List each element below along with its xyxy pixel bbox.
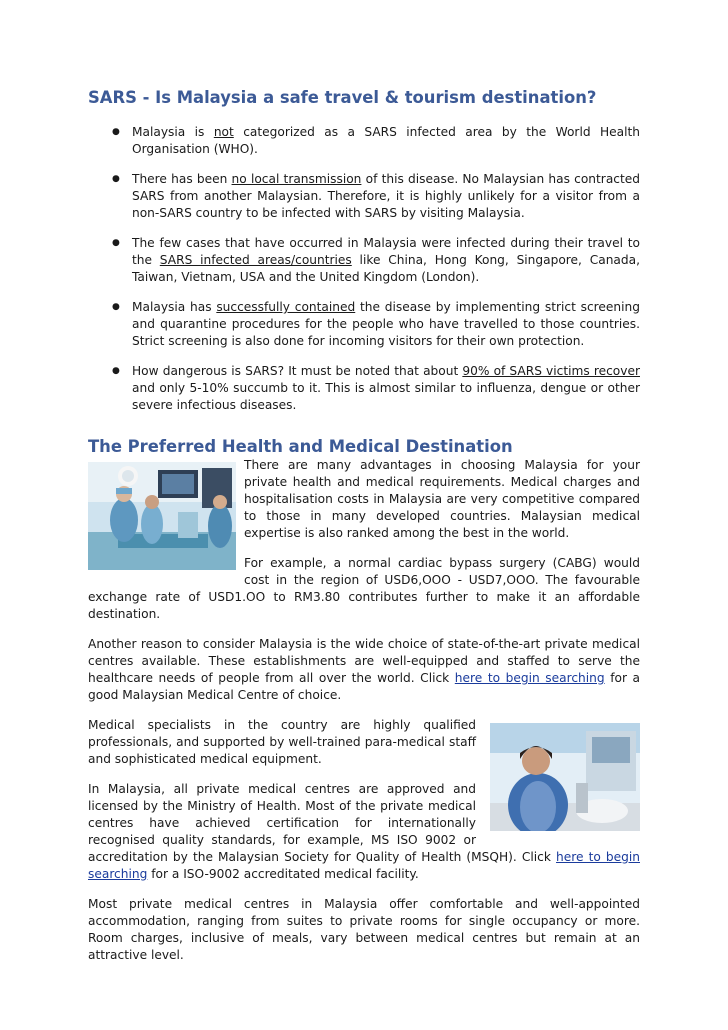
sars-heading: SARS - Is Malaysia a safe travel & tourism destination? bbox=[88, 88, 597, 107]
choice-paragraph: Another reason to consider Malaysia is the wide choice of state-of-the-art private medical centres available. These establishments are well-equipped and staffed to serve the healthcare needs of people from all over the world. Click here to begin searching for a good Malaysian Medical Centre of choice. bbox=[88, 637, 640, 702]
search-iso-link[interactable]: here to begin searching bbox=[88, 850, 640, 881]
nurse-photo bbox=[490, 723, 640, 831]
accommodation-paragraph: Most private medical centres in Malaysia offer comfortable and well-appointed accommodation, ranging from suites to private rooms for single occupancy or more. Room charges, inclusive of meals, vary between medical centres but remain at an attractive level. bbox=[88, 897, 640, 962]
list-item: ● Malaysia has successfully contained the disease by implementing strict screening and quarantine procedures for the people who have travelled to those countries. Strict screening is also done for incoming visitors for their own protection. bbox=[88, 299, 640, 350]
medical-destination-section bbox=[88, 437, 640, 964]
specialists-paragraph: Medical specialists in the country are highly qualified professionals, and supported by well-trained para-medical staff and sophisticated medical equipment. bbox=[88, 718, 476, 766]
document-page bbox=[88, 88, 640, 977]
list-item: ● Malaysia is not categorized as a SARS infected area by the World Health Organisation (WHO). bbox=[88, 124, 640, 158]
list-item: ● The few cases that have occurred in Malaysia were infected during their travel to the SARS infected areas/countries like China, Hong Kong, Singapore, Canada, Taiwan, Vietnam, USA and the United Kingdom (London). bbox=[88, 235, 640, 286]
surgery-photo bbox=[88, 462, 236, 570]
list-item: ● There has been no local transmission of this disease. No Malaysian has contracted SARS from another Malaysian. Therefore, it is highly unlikely for a visitor from a non-SARS country to be infected with SARS by visiting Malaysia. bbox=[88, 171, 640, 222]
advantages-paragraph: There are many advantages in choosing Malaysia for your private health and medical requirements. Medical charges and hospitalisation costs in Malaysia are very competitive compared to those in many developed countries. Malaysian medical expertise is also ranked among the best in the world. bbox=[244, 458, 640, 540]
medical-heading: The Preferred Health and Medical Destination bbox=[88, 437, 513, 456]
accreditation-paragraph: In Malaysia, all private medical centres are approved and licensed by the Ministry of Health. Most of the private medical centres have achieved certification for internationally recognised quality standards, for example, MS ISO 9002 or accreditation by the Malaysian Society for Quality of Health (MSQH). Click here to begin searching for a ISO-9002 accreditated medical facility. bbox=[88, 782, 640, 881]
sars-bullet-list bbox=[88, 124, 640, 414]
search-centres-link[interactable]: here to begin searching bbox=[454, 671, 605, 685]
cost-paragraph: For example, a normal cardiac bypass surgery (CABG) would cost in the region of USD6,OOO - USD7,OOO. The favourable exchange rate of USD1.OO to RM3.80 contributes further to make it an affordable destination. bbox=[88, 556, 640, 621]
list-item: ● How dangerous is SARS? It must be noted that about 90% of SARS victims recover and only 5-10% succumb to it. This is almost similar to influenza, dengue or other severe infectious diseases. bbox=[88, 363, 640, 414]
